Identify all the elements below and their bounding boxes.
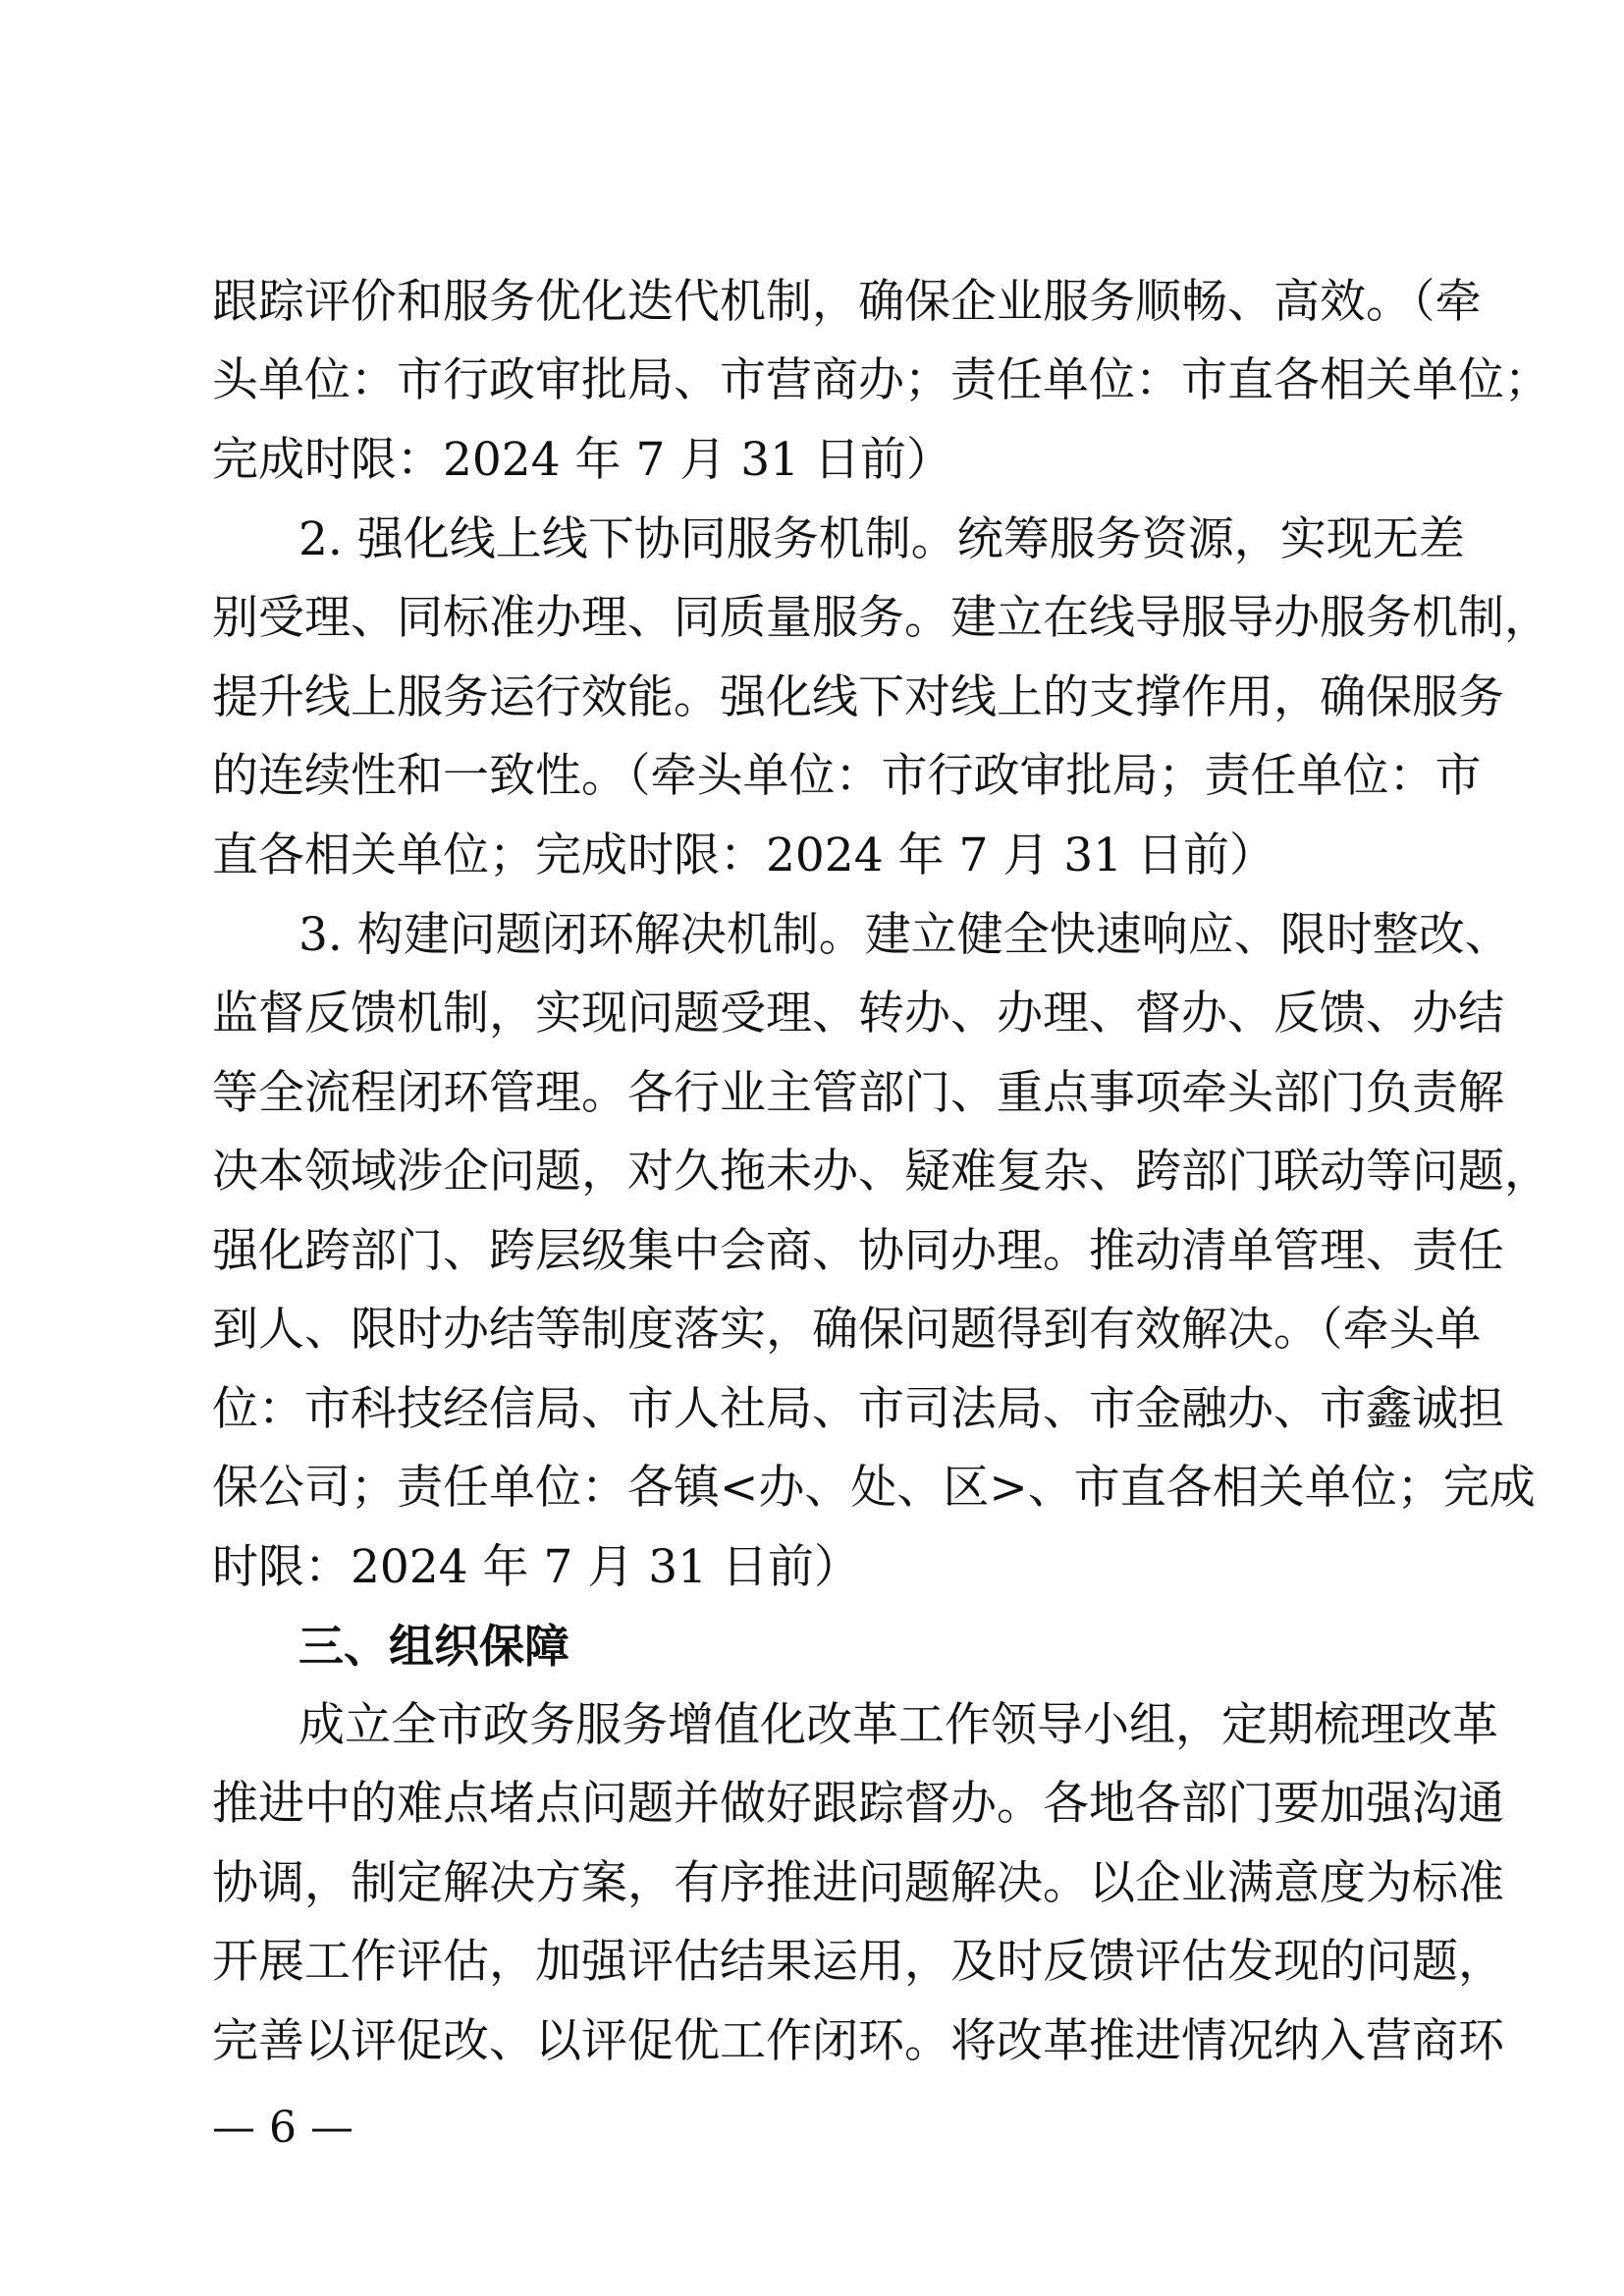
- text-line: 别受理、同标准办理、同质量服务。建立在线导服导办服务机制，: [212, 591, 1550, 645]
- text-line: 3. 构建问题闭环解决机制。建立健全快速响应、限时整改、: [298, 908, 1511, 962]
- text-line: 直各相关单位；完成时限：2024 年 7 月 31 日前）: [212, 828, 1276, 882]
- text-line: 推进中的难点堵点问题并做好跟踪督办。各地各部门要加强沟通: [212, 1777, 1504, 1831]
- page-number: — 6 —: [212, 2103, 353, 2153]
- text-line: 协调，制定解决方案，有序推进问题解决。以企业满意度为标准: [212, 1856, 1504, 1910]
- text-line: 2. 强化线上线下协同服务机制。统筹服务资源，实现无差: [298, 512, 1465, 566]
- text-line: 强化跨部门、跨层级集中会商、协同办理。推动清单管理、责任: [212, 1224, 1504, 1278]
- text-line: 位：市科技经信局、市人社局、市司法局、市金融办、市鑫诚担: [212, 1382, 1504, 1436]
- text-line: 头单位：市行政审批局、市营商办；责任单位：市直各相关单位；: [212, 353, 1550, 407]
- text-line: 时限：2024 年 7 月 31 日前）: [212, 1540, 861, 1594]
- text-line: 完成时限：2024 年 7 月 31 日前）: [212, 433, 953, 487]
- text-line: 到人、限时办结等制度落实，确保问题得到有效解决。（牵头单: [212, 1303, 1482, 1357]
- text-line: 的连续性和一致性。（牵头单位：市行政审批局；责任单位：市: [212, 749, 1482, 803]
- text-line: 决本领域涉企问题，对久拖未办、疑难复杂、跨部门联动等问题，: [212, 1145, 1550, 1199]
- text-line: 完善以评促改、以评促优工作闭环。将改革推进情况纳入营商环: [212, 2014, 1504, 2068]
- section-heading: 三、组织保障: [298, 1620, 569, 1673]
- text-line: 跟踪评价和服务优化迭代机制，确保企业服务顺畅、高效。（牵: [212, 275, 1482, 329]
- text-line: 提升线上服务运行效能。强化线下对线上的支撑作用，确保服务: [212, 670, 1504, 724]
- text-line: 监督反馈机制，实现问题受理、转办、办理、督办、反馈、办结: [212, 987, 1504, 1041]
- text-line: 成立全市政务服务增值化改革工作领导小组，定期梳理改革: [298, 1698, 1498, 1752]
- text-line: 开展工作评估，加强评估结果运用，及时反馈评估发现的问题，: [212, 1935, 1504, 1989]
- text-line: 等全流程闭环管理。各行业主管部门、重点事项牵头部门负责解: [212, 1066, 1504, 1120]
- text-line: 保公司；责任单位：各镇<办、处、区>、市直各相关单位；完成: [212, 1461, 1536, 1515]
